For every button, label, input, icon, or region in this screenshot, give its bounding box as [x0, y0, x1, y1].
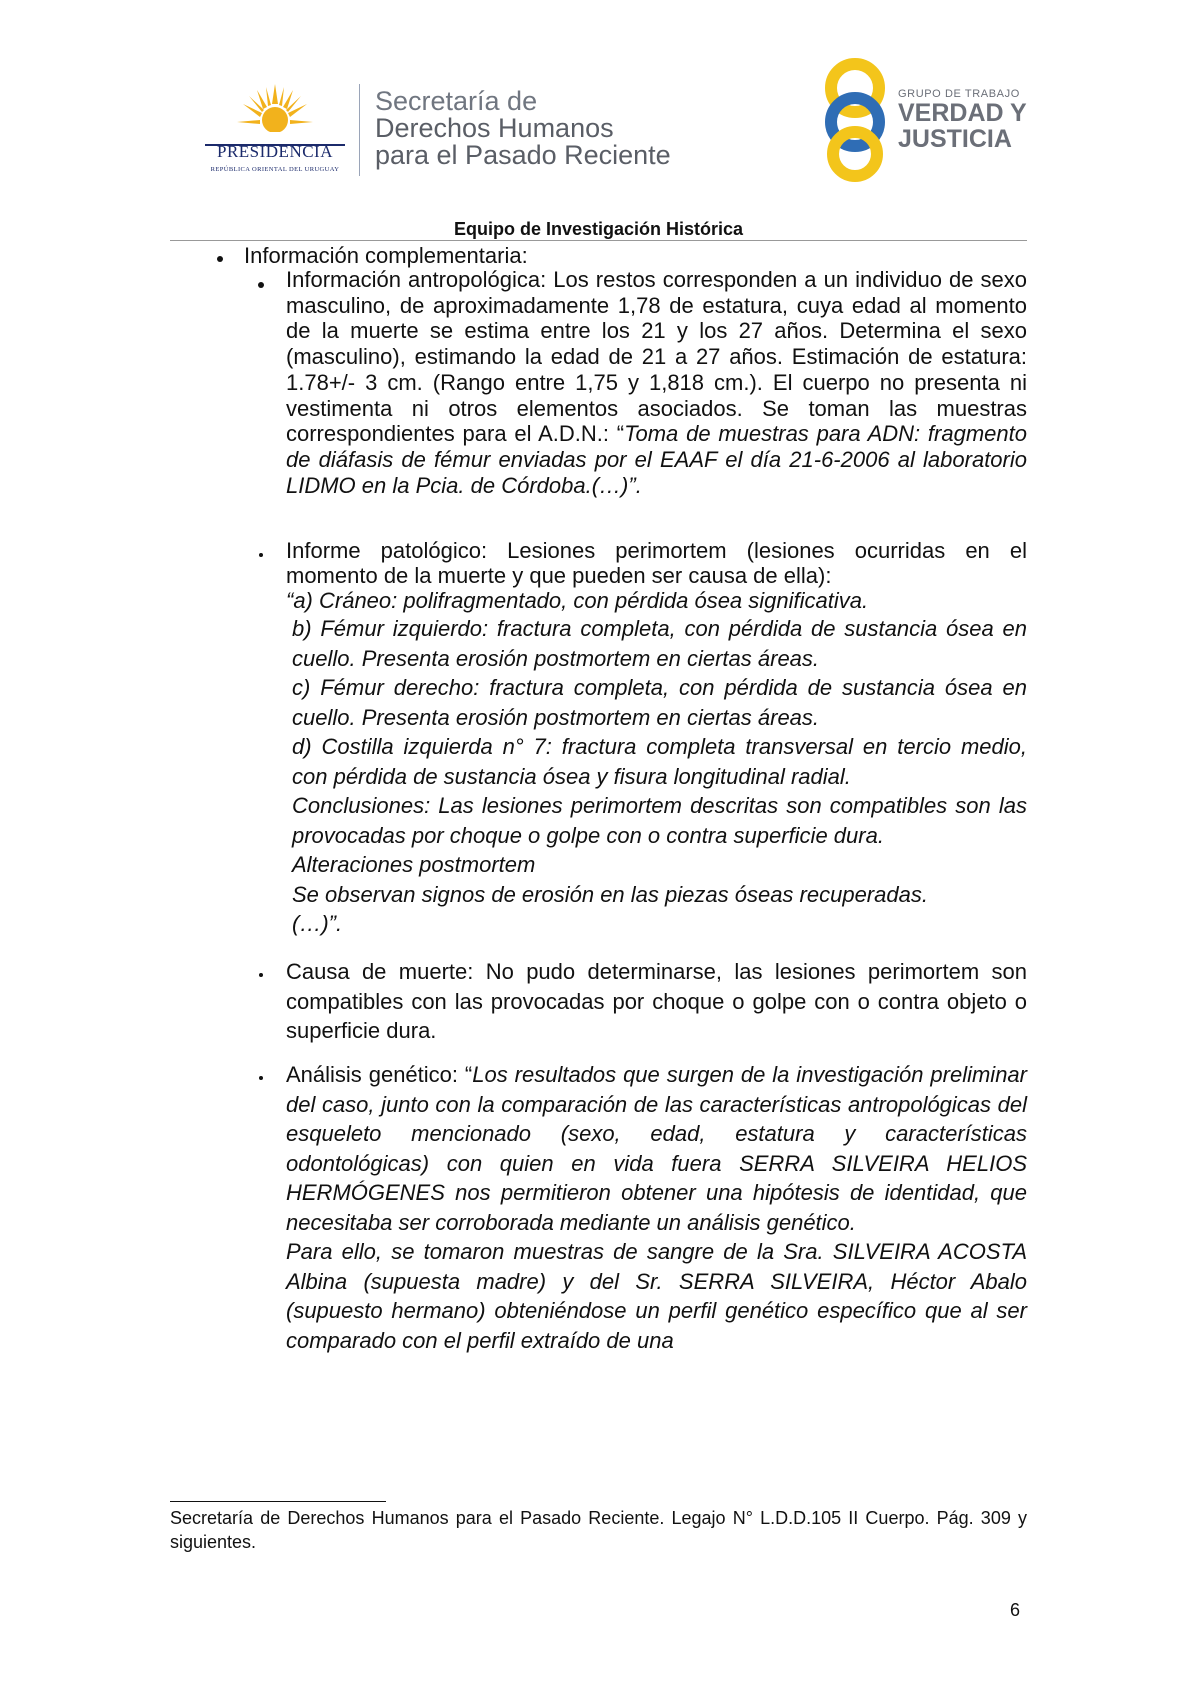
header-rule: [170, 240, 1027, 241]
bullet-dot: [217, 256, 223, 262]
interlocking-rings-icon: [820, 58, 890, 183]
anthropology-quote: Toma de muestras para ADN: fragmento de diáfasis de fémur enviadas por el EAAF el día 21-6-2006 al laboratorio LIDMO en la Pcia. de Córdoba.(…)”.: [286, 421, 1027, 498]
genetic-p1: [286, 1060, 1027, 1237]
genetic-p2: Para ello, se tomaron muestras de sangre de la Sra. SILVEIRA ACOSTA Albina (supuesta madre) y del Sr. SERRA SILVEIRA, Héctor Abalo (supuesto hermano) obteniéndose un perfil genético específico que al ser comparado con el perfil extraído de una: [286, 1239, 1027, 1353]
verdad-label: VERDAD Y: [898, 99, 1027, 127]
presidencia-logo: [195, 82, 355, 182]
pathology-item-c: c) Fémur derecho: fractura completa, con pérdida de sustancia ósea en cuello. Presenta erosión postmortem en ciertas áreas.: [292, 675, 1027, 730]
genetic-label: Análisis genético: “: [286, 1062, 473, 1087]
secretaria-line2: Derechos Humanos: [375, 113, 614, 143]
footnote-rule: [170, 1501, 386, 1502]
pathology-item-b: b) Fémur izquierdo: fractura completa, con pérdida de sustancia ósea en cuello. Presenta erosión postmortem en ciertas áreas.: [292, 616, 1027, 671]
pathology-end: (…)”.: [292, 911, 343, 936]
secretaria-logo-text: [375, 88, 671, 169]
pathology-conclusions: Conclusiones: Las lesiones perimortem descritas son compatibles son las provocadas por choque o golpe con o contra superficie dura.: [292, 793, 1027, 848]
sun-emblem-icon: [235, 82, 315, 142]
bullet-dot: [258, 282, 264, 288]
anthropology-paragraph: [286, 267, 1027, 498]
page-header: [0, 0, 1191, 200]
pathology-details: [292, 614, 1027, 939]
anthropology-label: Información antropológica:: [286, 267, 547, 292]
pathology-intro: Informe patológico: Lesiones perimortem (lesiones ocurridas en el momento de la muerte y que pueden ser causa de ella):: [286, 538, 1027, 588]
verdad-justicia-logo: [820, 58, 1030, 183]
bullet-dot: [259, 553, 263, 557]
justicia-label: JUSTICIA: [898, 125, 1012, 153]
pathology-alterations-text: Se observan signos de erosión en las piezas óseas recuperadas.: [292, 881, 928, 907]
section-title: Información complementaria:: [244, 243, 528, 268]
logo-separator: [359, 84, 360, 176]
bullet-dot: [259, 1076, 263, 1080]
pathology-item-a: “a) Cráneo: polifragmentado, con pérdida ósea significativa.: [286, 588, 869, 613]
pathology-alterations-title: Alteraciones postmortem: [292, 852, 536, 877]
presidencia-subtitle: REPÚBLICA ORIENTAL DEL URUGUAY: [210, 166, 340, 173]
footnote: Secretaría de Derechos Humanos para el Pasado Reciente. Legajo N° L.D.D.105 II Cuerpo. Pág. 309 y siguientes.: [170, 1508, 1027, 1552]
genetic-text-1: Los resultados que surgen de la investigación preliminar del caso, junto con la comparación de las características antropológicas del esqueleto mencionado (sexo, edad, estatura y características odontológicas) con quien en vida fuera SERRA SILVEIRA HELIOS HERMÓGENES nos permitieron obtener una hipótesis de identidad, que necesitaba ser corroborada mediante un análisis genético.: [286, 1062, 1027, 1235]
page-number: 6: [1010, 1600, 1021, 1620]
genetic-paragraph: [286, 1060, 1027, 1355]
anthropology-text: Los restos corresponden a un individuo de sexo masculino, de aproximadamente 1,78 de estatura, cuya edad al momento de la muerte se estima entre los 21 y los 27 años. Determina el sexo (masculino), estimando la edad de 21 a 27 años. Estimación de estatura: 1.78+/- 3 cm. (Rango entre 1,75 y 1,818 cm.). El cuerpo no presenta ni vestimenta ni otros elementos asociados. Se toman las muestras correspondientes para el A.D.N.: “: [286, 267, 1027, 447]
secretaria-line3: para el Pasado Reciente: [375, 140, 671, 170]
secretaria-line1: Secretaría de: [375, 86, 538, 116]
team-title: Equipo de Investigación Histórica: [453, 219, 744, 239]
cause-paragraph: Causa de muerte: No pudo determinarse, las lesiones perimortem son compatibles con las provocadas por choque o golpe con o contra objeto o superficie dura.: [286, 959, 1027, 1043]
pathology-item-d: d) Costilla izquierda n° 7: fractura completa transversal en tercio medio, con pérdida de sustancia ósea y fisura longitudinal radial.: [292, 734, 1027, 789]
presidencia-word: PRESIDENCIA: [216, 142, 333, 161]
grupo-trabajo-label: GRUPO DE TRABAJO: [898, 88, 1020, 100]
bullet-dot: [259, 973, 263, 977]
pathology-paragraph: [286, 538, 1027, 939]
verdad-justicia-text: [898, 88, 1027, 152]
